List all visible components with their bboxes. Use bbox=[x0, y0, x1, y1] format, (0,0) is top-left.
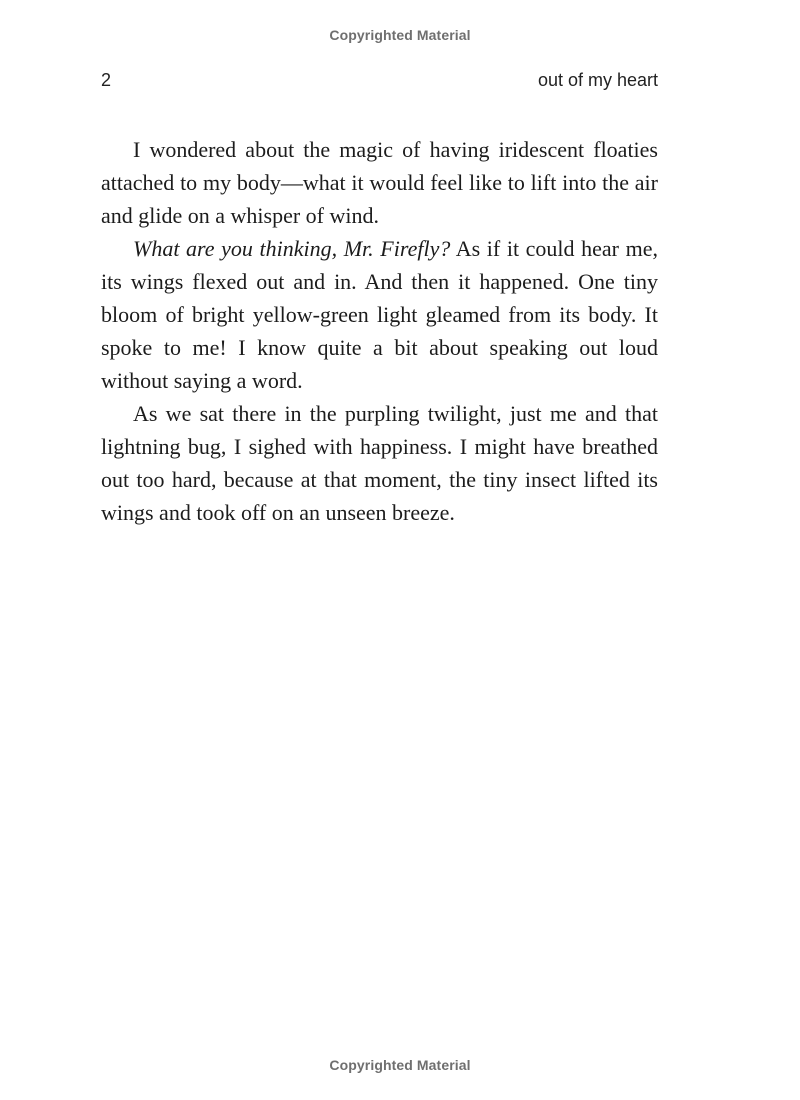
page-number: 2 bbox=[101, 70, 112, 90]
paragraph-2-text: As if it could hear me, its wings flexed out and in. And then it happened. One tiny bloom of bright yellow-green light gleamed from its body. It spoke to me! I know quite a bit about speaking out loud without saying a word. bbox=[101, 236, 658, 393]
copyright-notice-top: Copyrighted Material bbox=[329, 27, 471, 43]
paragraph-1: I wondered about the magic of having iridescent floaties attached to my body—what it would feel like to lift into the air and glide on a whisper of wind. bbox=[101, 137, 658, 228]
copyright-notice-bottom: Copyrighted Material bbox=[329, 1057, 471, 1073]
paragraph-2 bbox=[101, 232, 658, 397]
paragraph-2-italic-thought: What are you thinking, Mr. Firefly? bbox=[133, 236, 451, 261]
body-text bbox=[101, 133, 658, 529]
running-head bbox=[101, 70, 658, 94]
running-title: out of my heart bbox=[537, 70, 658, 90]
paragraph-3: As we sat there in the purpling twilight, just me and that lightning bug, I sighed with happiness. I might have breathed out too hard, because at that moment, the tiny insect lifted its wings and took off on an unseen breeze. bbox=[101, 401, 658, 525]
